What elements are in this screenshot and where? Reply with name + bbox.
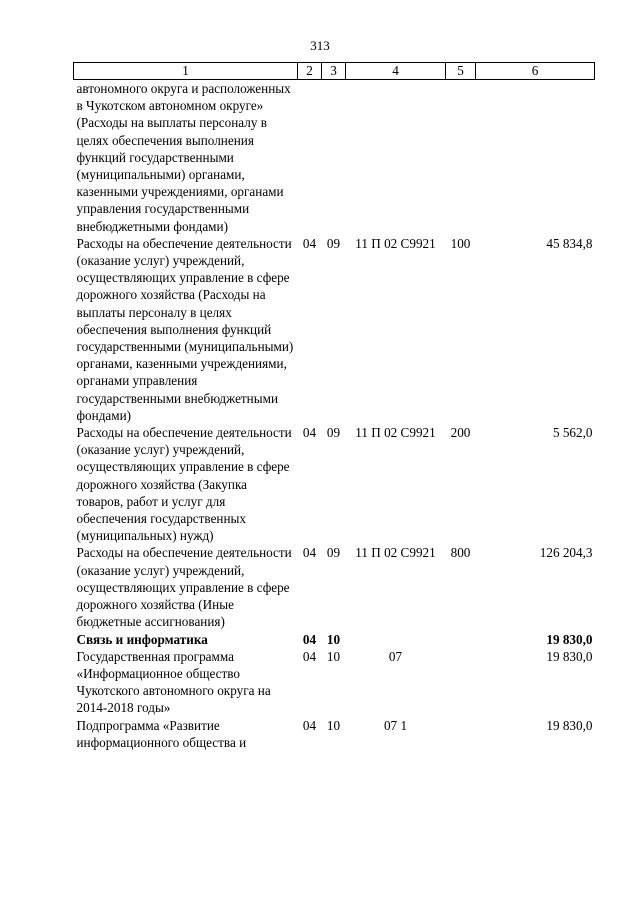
- row-section: 04: [302, 631, 317, 647]
- row-section: 04: [302, 235, 317, 251]
- table-row: [74, 424, 595, 544]
- row-target-article: 11 П 02 С9921: [355, 235, 436, 251]
- row-name: Связь и информатика: [76, 631, 208, 647]
- row-expense-type: [446, 648, 476, 717]
- row-expense-type: [446, 80, 476, 235]
- row-target-article: 11 П 02 С9921: [355, 425, 436, 441]
- row-section: [298, 80, 322, 235]
- row-target-article: [346, 80, 446, 235]
- row-amount: 126 204,3: [539, 545, 593, 561]
- header-col-4: 4: [346, 63, 446, 80]
- table-row: [74, 631, 595, 648]
- row-name: Подпрограмма «Развитие информационного общества и: [76, 717, 247, 750]
- page-number: 313: [310, 38, 330, 53]
- row-expense-type: [446, 717, 476, 751]
- table-row: [74, 80, 595, 235]
- row-target-article: 11 П 02 С9921: [355, 545, 436, 561]
- row-expense-type: 200: [450, 425, 471, 441]
- row-section: 04: [302, 717, 317, 733]
- row-amount: 5 562,0: [552, 425, 593, 441]
- row-amount: 19 830,0: [546, 648, 593, 664]
- row-section: 04: [302, 545, 317, 561]
- row-target-article: 07 1: [383, 717, 408, 733]
- table-row: [74, 544, 595, 630]
- row-subsection: 09: [326, 425, 341, 441]
- row-amount: [476, 80, 595, 235]
- row-subsection: [322, 80, 346, 235]
- budget-table: [73, 62, 595, 751]
- header-col-5: 5: [446, 63, 476, 80]
- row-section: 04: [302, 648, 317, 664]
- row-expense-type: [446, 631, 476, 648]
- table-body: [74, 80, 595, 751]
- header-col-3: 3: [322, 63, 346, 80]
- header-col-2: 2: [298, 63, 322, 80]
- table-row: [74, 235, 595, 424]
- row-name: автономного округа и расположенных в Чукотском автономном округе» (Расходы на выплаты персоналу в целях обеспечения выполнения функций государственными (муниципальными) органами, казенными учреждениями, органами управления государственными внебюджетными фондами): [76, 81, 291, 234]
- row-subsection: 09: [326, 545, 341, 561]
- row-name: Государственная программа «Информационное общество Чукотского автономного округа на 2014-2018 годы»: [76, 648, 271, 716]
- header-col-6: 6: [476, 63, 595, 80]
- row-name: Расходы на обеспечение деятельности (оказание услуг) учреждений, осуществляющих управление в сфере дорожного хозяйства (Иные бюджетные ассигнования): [76, 545, 292, 630]
- row-subsection: 09: [326, 235, 341, 251]
- row-target-article: 07: [388, 648, 403, 664]
- row-amount: 19 830,0: [546, 631, 593, 647]
- row-subsection: 10: [326, 717, 341, 733]
- row-name: Расходы на обеспечение деятельности (оказание услуг) учреждений, осуществляющих управление в сфере дорожного хозяйства (Закупка товаров, работ и услуг для обеспечения государственных (муниципальных) нужд): [76, 425, 292, 544]
- row-expense-type: 100: [450, 235, 471, 251]
- row-subsection: 10: [326, 648, 341, 664]
- row-expense-type: 800: [450, 545, 471, 561]
- row-target-article: [346, 631, 446, 648]
- row-name: Расходы на обеспечение деятельности (оказание услуг) учреждений, осуществляющих управление в сфере дорожного хозяйства (Расходы на выплаты персоналу в целях обеспечения выполнения функций государственными (муниципальными) органами, казенными учреждениями, органами управления государственными внебюджетными фондами): [76, 235, 294, 423]
- row-subsection: 10: [326, 631, 341, 647]
- row-amount: 45 834,8: [546, 235, 593, 251]
- table-header: [74, 63, 595, 80]
- header-row: [74, 63, 595, 80]
- header-col-1: 1: [74, 63, 298, 80]
- row-amount: 19 830,0: [546, 717, 593, 733]
- row-section: 04: [302, 425, 317, 441]
- table-row: [74, 717, 595, 751]
- table-row: [74, 648, 595, 717]
